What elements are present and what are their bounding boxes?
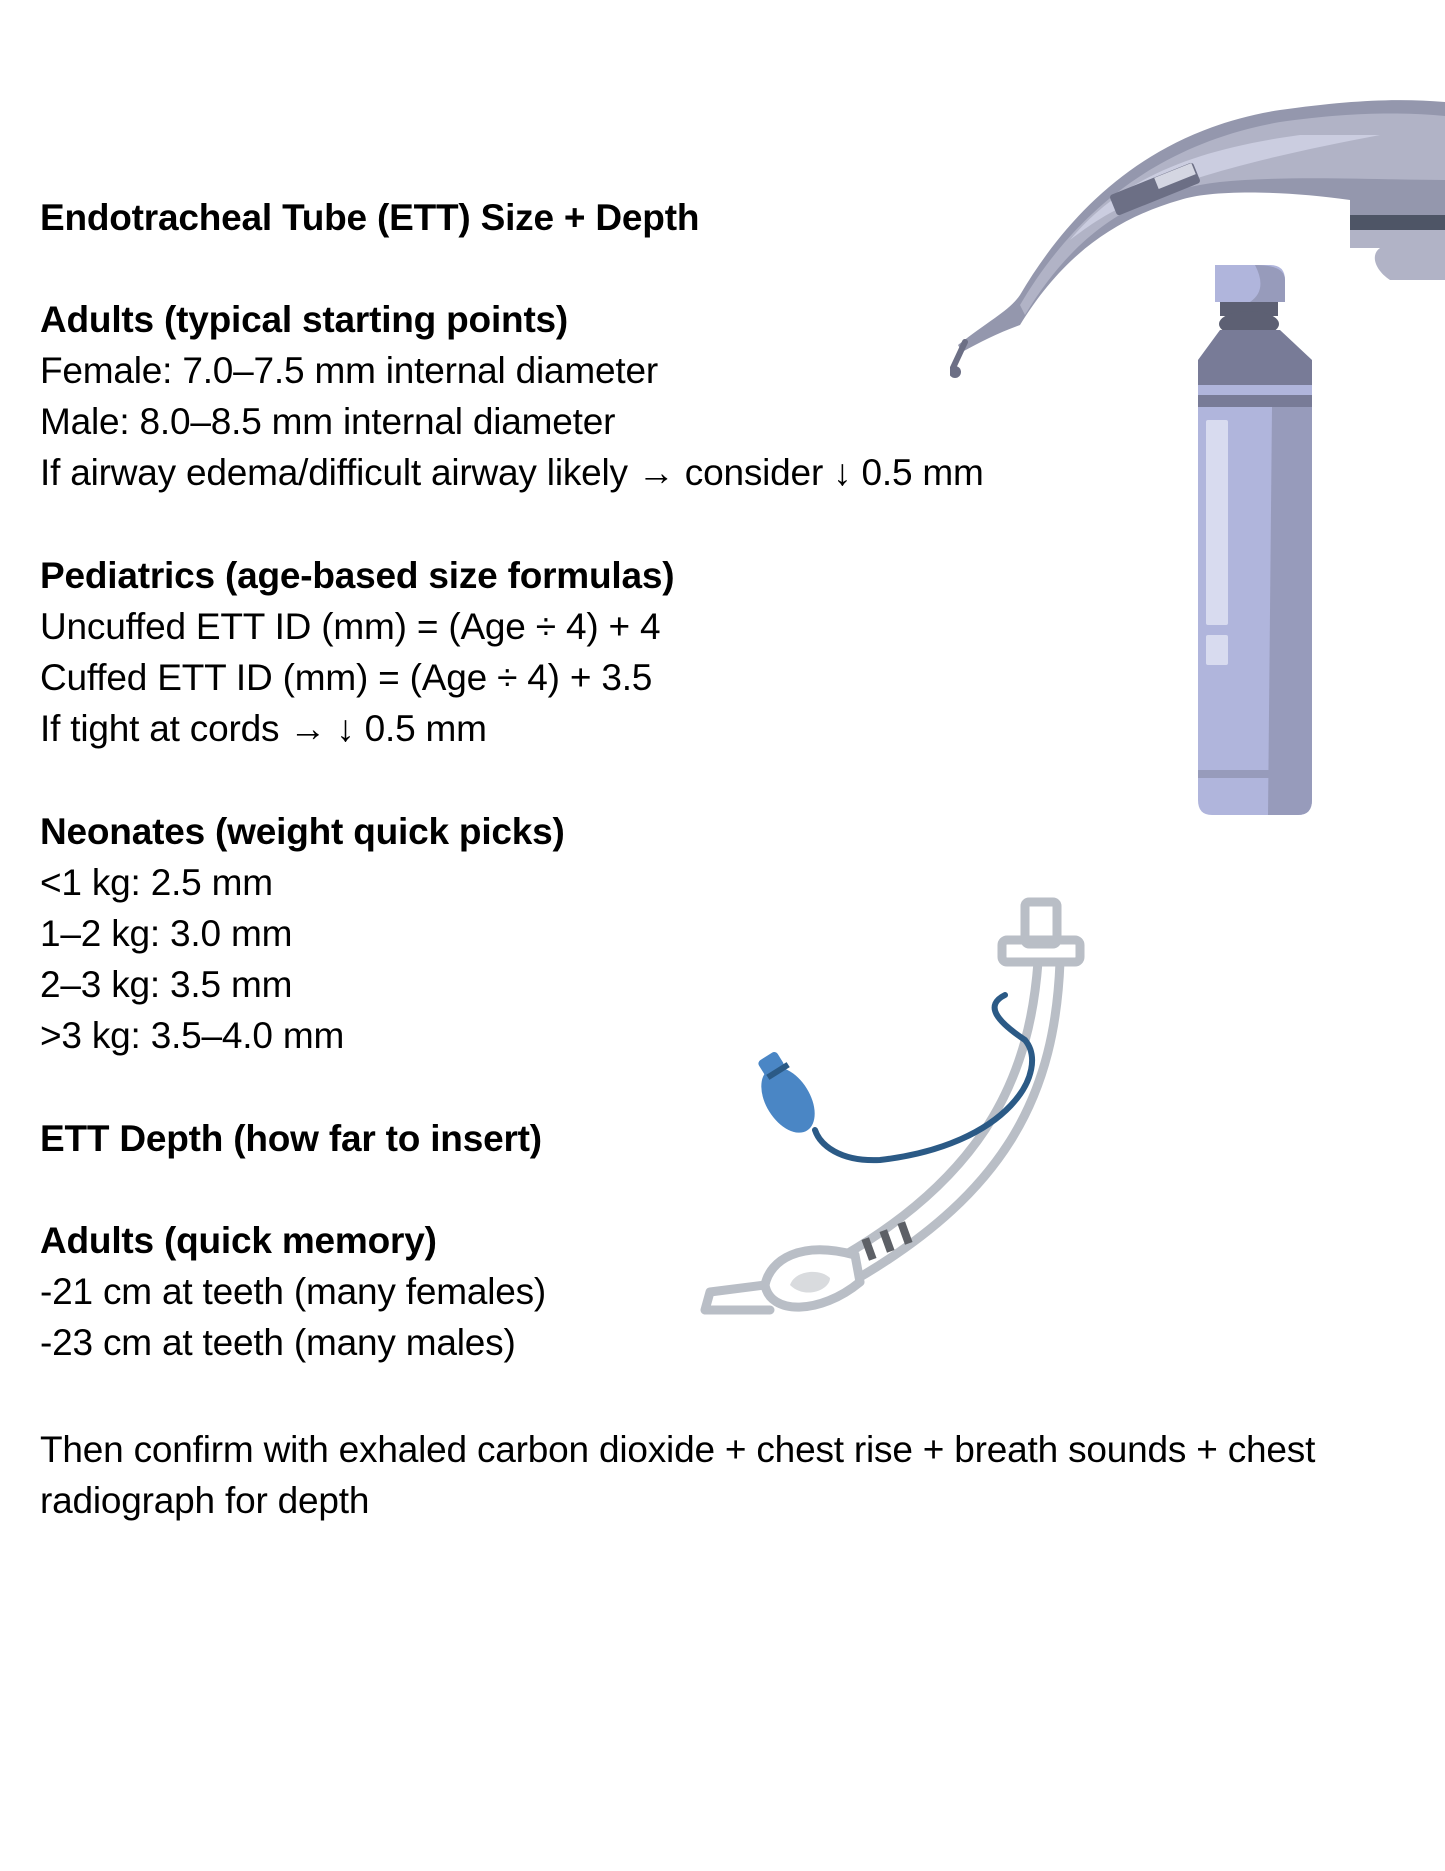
adult-male-depth: -23 cm at teeth (many males)	[40, 1322, 516, 1363]
section-heading-adults-depth: Adults (quick memory)	[40, 1220, 437, 1261]
pilot-balloon-icon	[750, 995, 1032, 1160]
endotracheal-tube-illustration	[680, 890, 1100, 1330]
difficult-airway-note: If airway edema/difficult airway likely → consider ↓ 0.5 mm	[40, 452, 984, 493]
adult-male-size: Male: 8.0–8.5 mm internal diameter	[40, 401, 616, 442]
neonate-size-over-3kg: >3 kg: 3.5–4.0 mm	[40, 1015, 345, 1056]
endotracheal-tube-icon	[705, 902, 1080, 1310]
laryngoscope-blade-icon	[950, 100, 1445, 378]
neonate-size-under-1kg: <1 kg: 2.5 mm	[40, 862, 273, 903]
uncuffed-formula: Uncuffed ETT ID (mm) = (Age ÷ 4) + 4	[40, 606, 661, 647]
section-heading-ett-depth: ETT Depth (how far to insert)	[40, 1118, 542, 1159]
neonate-size-2-3kg: 2–3 kg: 3.5 mm	[40, 964, 293, 1005]
document-title: Endotracheal Tube (ETT) Size + Depth	[40, 197, 700, 238]
cuffed-formula: Cuffed ETT ID (mm) = (Age ÷ 4) + 3.5	[40, 657, 653, 698]
confirmation-note: Then confirm with exhaled carbon dioxide + chest rise + breath sounds + chest radiograph for depth	[40, 1429, 1316, 1521]
laryngoscope-handle-icon	[1198, 265, 1312, 815]
section-heading-neonates: Neonates (weight quick picks)	[40, 811, 565, 852]
section-heading-adults-size: Adults (typical starting points)	[40, 299, 569, 340]
adult-female-size: Female: 7.0–7.5 mm internal diameter	[40, 350, 658, 391]
neonate-size-1-2kg: 1–2 kg: 3.0 mm	[40, 913, 293, 954]
section-heading-pediatrics: Pediatrics (age-based size formulas)	[40, 555, 675, 596]
adult-female-depth: -21 cm at teeth (many females)	[40, 1271, 547, 1312]
tight-at-cords-note: If tight at cords → ↓ 0.5 mm	[40, 708, 487, 749]
laryngoscope-illustration	[950, 80, 1445, 820]
